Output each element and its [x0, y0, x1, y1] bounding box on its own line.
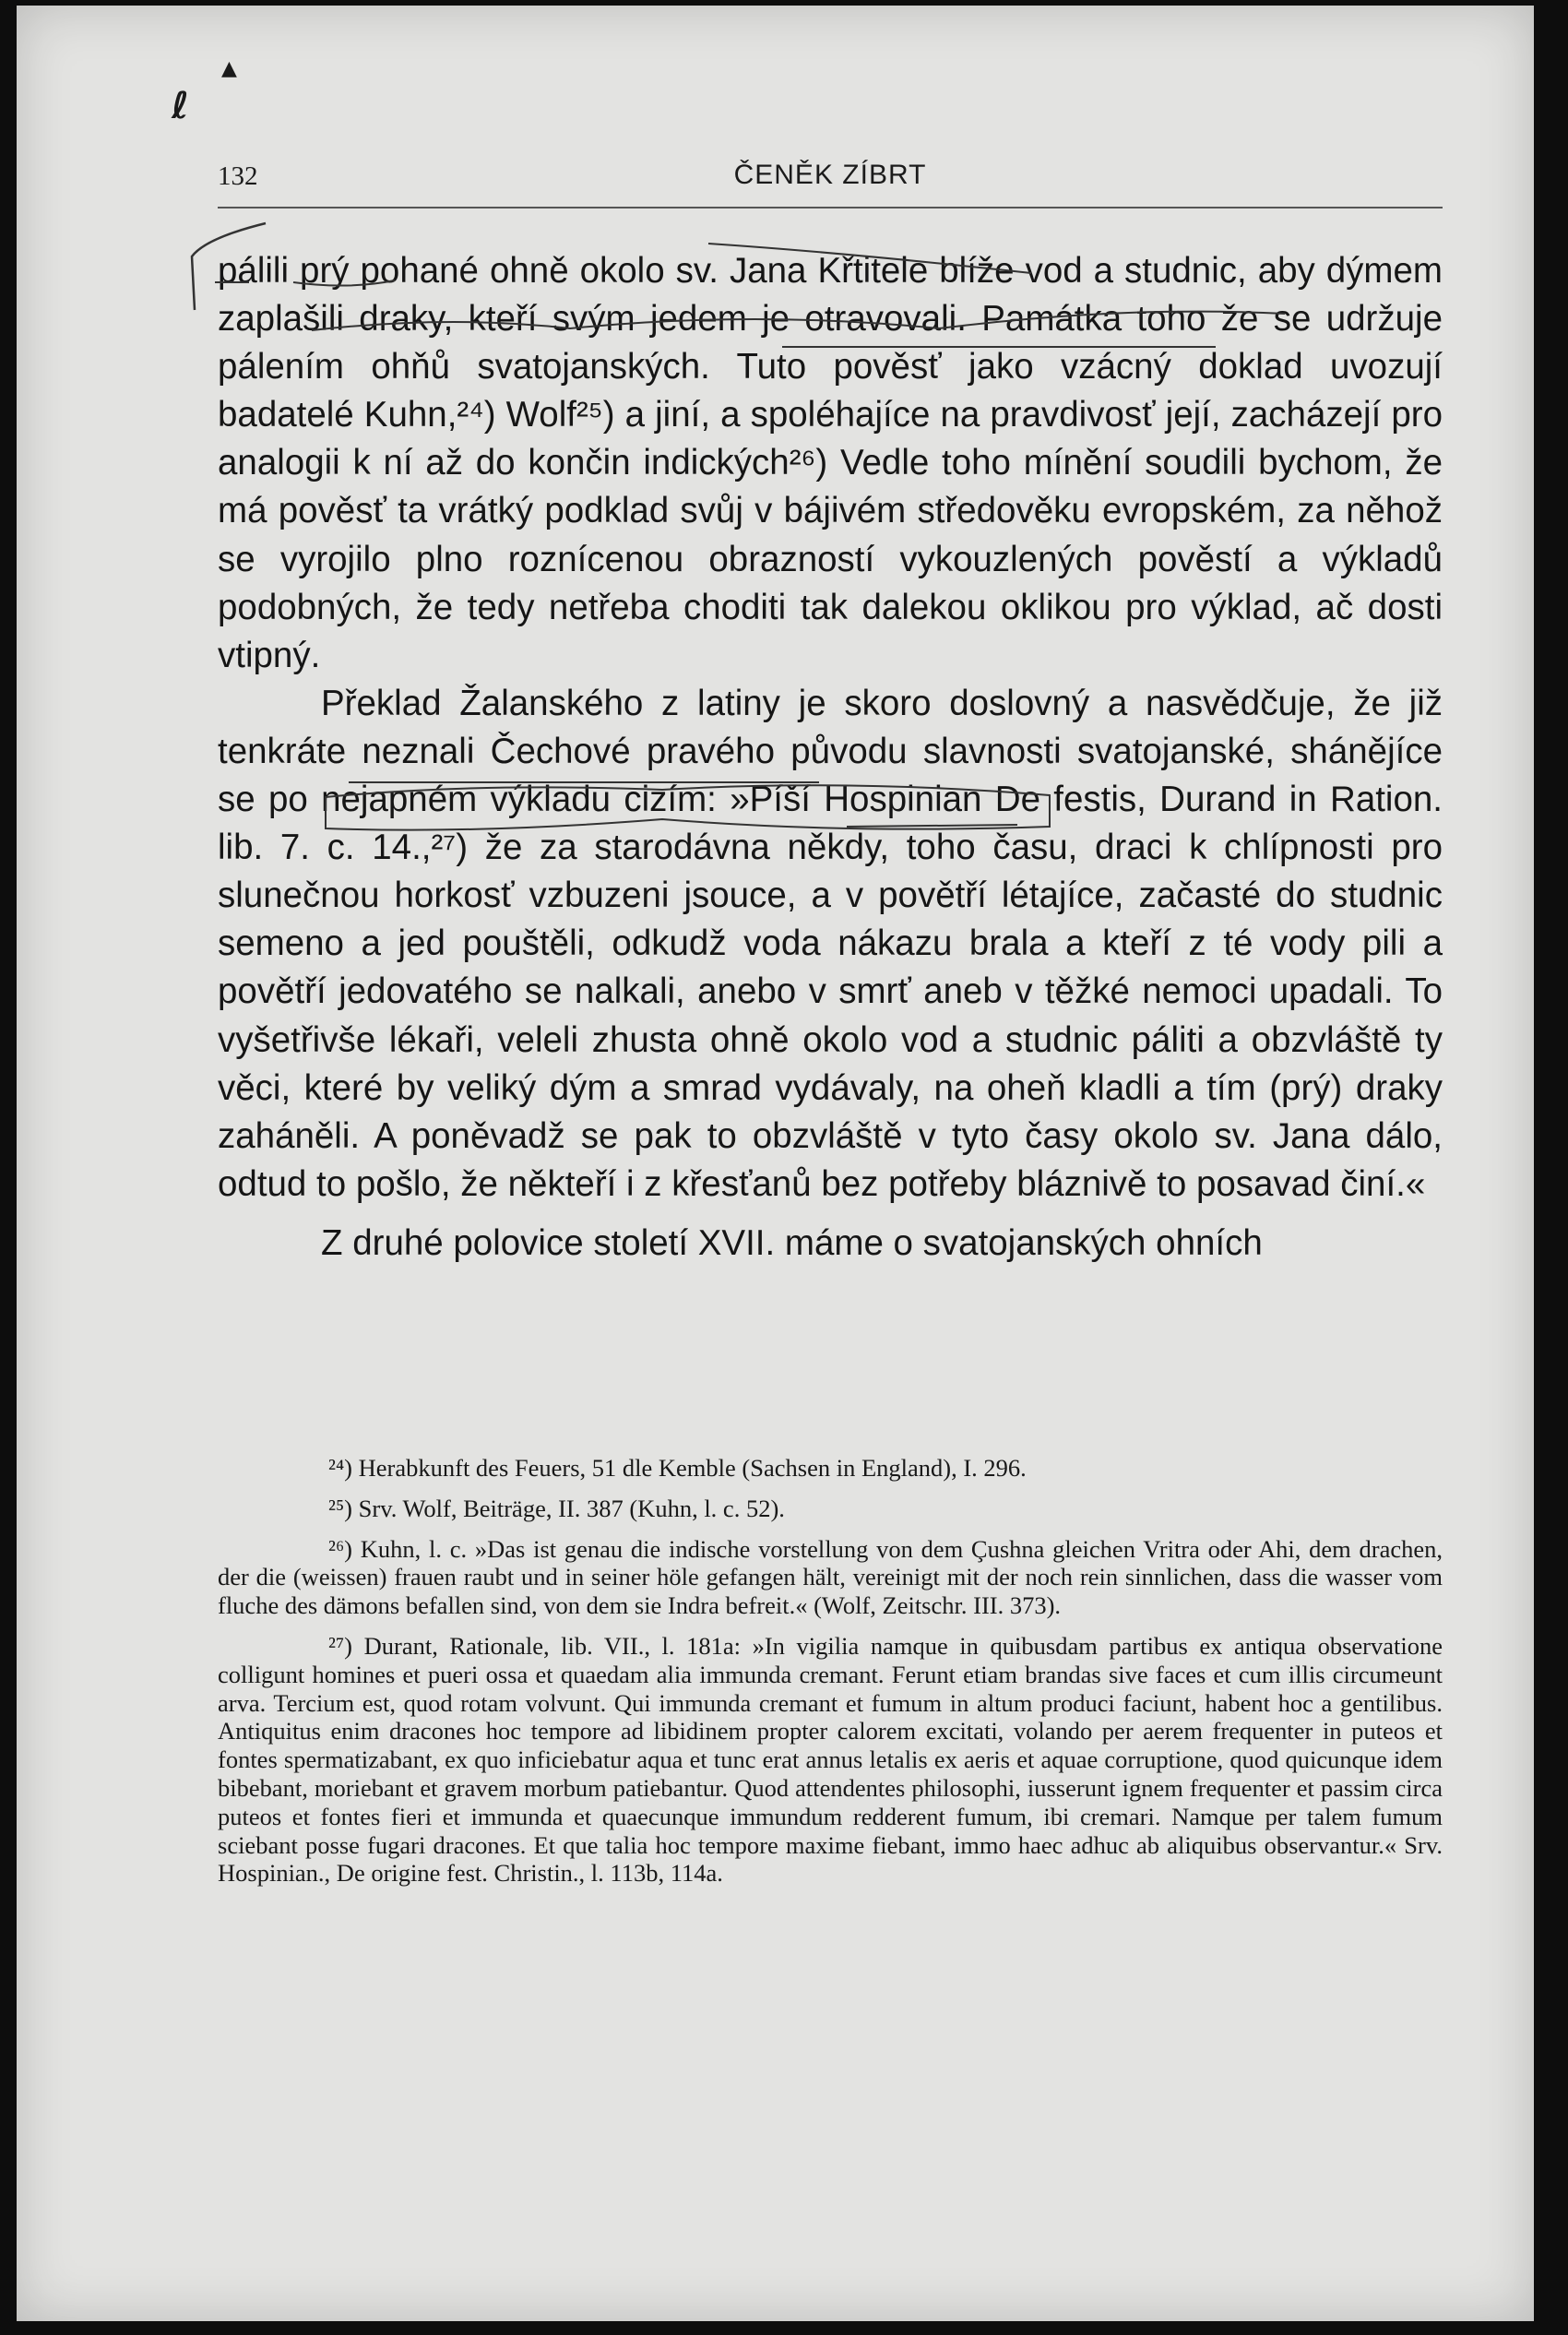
scan-mark-left: ℓ: [172, 85, 189, 127]
page-number: 132: [218, 161, 258, 191]
footnote-26: ²⁶) Kuhn, l. c. »Das ist genau die indische vorstellung von dem Çushna gleichen Vritra oder Ahi, dem drachen, der die (weissen) frauen raubt und in seiner höle gefangen hält, vereinigt mit der noch rein sinnlichen, dass die wasser vom fluche des dämons befallen sind, von dem sie Indra befreit.« (Wolf, Zeitschr. III. 373).: [218, 1534, 1443, 1620]
page-header: [218, 158, 1443, 195]
running-head: ČENĚK ZÍBRT: [733, 160, 927, 190]
paragraph-2: Překlad Žalanského z latiny je skoro doslovný a nasvědčuje, že již tenkráte neznali Čechové pravého původu slavnosti svatojanské, shánějíce se po nejapném výkladu cizím: »Píší Hospinian De festis, Durand in Ration. lib. 7. c. 14.,²⁷) že za starodávna někdy, toho času, draci k chlípnosti pro slunečnou horkosť vzbuzeni jsouce, a v povětří létajíce, začasté do studnic semeno a jed pouštěli, odkudž voda nákazu brala a kteří z té vody pili a povětří jedovatého se nalkali, anebo v smrť aneb v těžké nemoci upadali. To vyšetřivše lékaři, veleli zhusta ohně okolo vod a studnic páliti a obzvláště ty věci, které by veliký dým a smrad vydávaly, na oheň kladli a tím (prý) draky zaháněli. A poněvadž se pak to obzvláště v tyto časy okolo sv. Jana dálo, odtud to pošlo, že někteří i z křesťanů bez potřeby bláznivě to posavad činí.«: [218, 683, 1443, 1204]
footnotes: [218, 1454, 1443, 1900]
paragraph-1: pálili prý pohané ohně okolo sv. Jana Křtitele blíže vod a studnic, aby dýmem zaplašili draky, kteří svým jedem je otravovali. Památka toho že se udržuje pálením ohňů svatojanských. Tuto pověsť jako vzácný doklad uvozují badatelé Kuhn,²⁴) Wolf²⁵) a jiní, a spoléhajíce na pravdivosť její, zacházejí pro analogii k ní až do končin indických²⁶) Vedle toho mínění soudili bychom, že má pověsť ta vrátký podklad svůj v bájivém středověku evropském, za něhož se vyrojilo plno roznícenou obrazností vykouzlených pověstí a výkladů podobných, že tedy netřeba choditi tak dalekou oklikou pro výklad, ač dosti vtipný.: [218, 251, 1443, 675]
footnote-27: ²⁷) Durant, Rationale, lib. VII., l. 181a: »In vigilia namque in quibusdam partibus ex antiqua observatione colligunt homines et pueri ossa et quaedam alia immunda cremant. Ferunt etiam brandas sive faces et cum illis circumeunt arva. Tercium est, quod rotam volvunt. Qui immunda cremant et fumum in altum produci faciunt, habent hoc a gentilibus. Antiquitus enim dracones hoc tempore ad libidinem propter calorem excitati, volando per aerem frequenter in puteos et fontes spermatizabant, ex quo inficiebatur aqua et tunc erat annus letalis ex aeris et aquae corruptione, quod quicunque idem bibebant, moriebant et gravem morbum patiebantur. Quod attendentes philosophi, iusserunt ignem frequenter et passim circa puteos et fontes fieri et immunda et quaecunque immundum redderent fumum, ibi cremari. Namque per talem fumum sciebant posse fugari dracones. Et que talia hoc tempore maxime fiebant, immo haec adhuc ab aliquibus observantur.« Srv. Hospinian., De origine fest. Christin., l. 113b, 114a.: [218, 1631, 1443, 1888]
body-text: [218, 247, 1443, 1268]
book-page: [17, 6, 1534, 2321]
paragraph-3: Z druhé polovice století XVII. máme o svatojanských ohních: [321, 1222, 1263, 1263]
scan-mark-top: ▲: [221, 57, 237, 80]
footnote-25: ²⁵) Srv. Wolf, Beiträge, II. 387 (Kuhn, l. c. 52).: [328, 1494, 785, 1522]
header-rule: [218, 207, 1443, 208]
footnote-24: ²⁴) Herabkunft des Feuers, 51 dle Kemble (Sachsen in England), I. 296.: [328, 1454, 1027, 1482]
